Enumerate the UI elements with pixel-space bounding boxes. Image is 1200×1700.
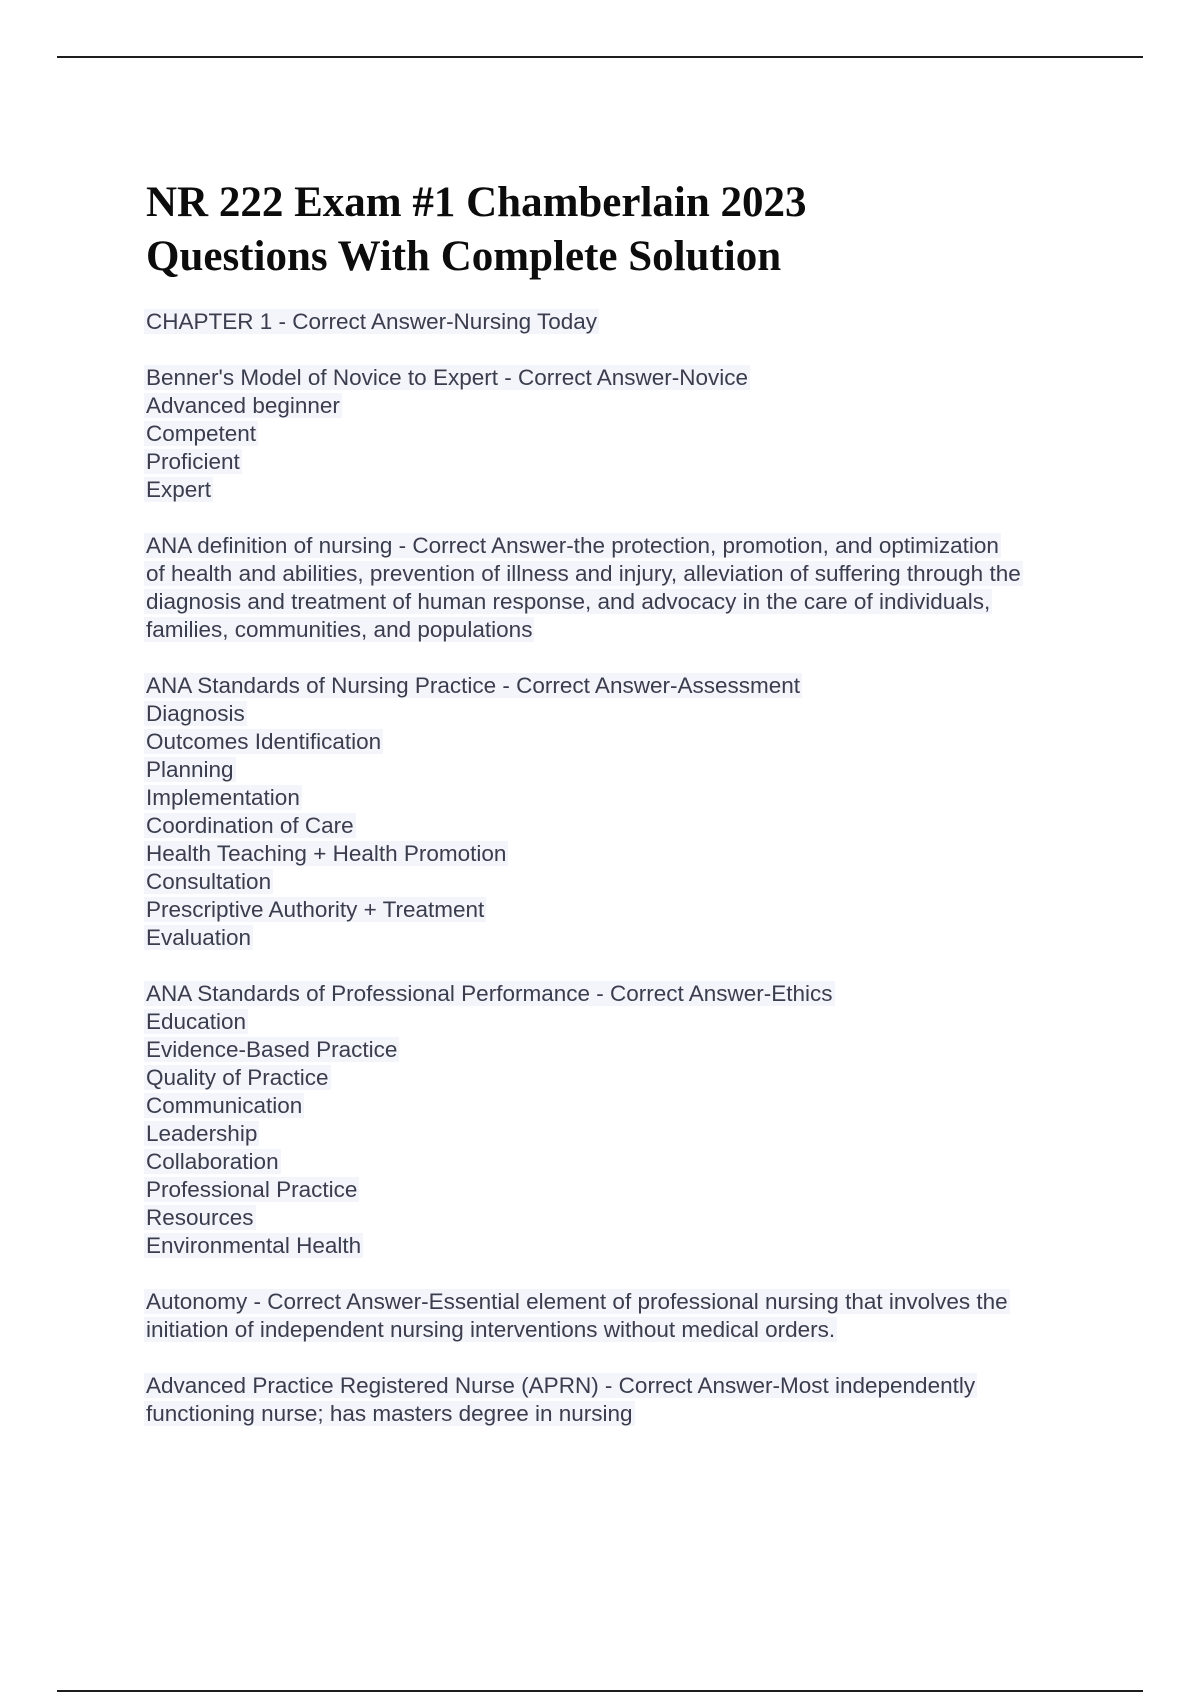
entry-answer-line (146, 868, 1106, 896)
top-rule (57, 56, 1143, 58)
entry-line-text: Benner's Model of Novice to Expert - Correct Answer-Novice (146, 365, 749, 390)
entry-line-text: Evaluation (146, 925, 252, 950)
entry-line-text: Competent (146, 421, 257, 446)
document-title (146, 176, 1106, 284)
entry-line-text: Advanced beginner (146, 393, 340, 418)
entry-line-text: ANA definition of nursing - Correct Answer-the protection, promotion, and optimization (146, 533, 999, 558)
entry-line-text: Proficient (146, 449, 240, 474)
entry-answer-line (146, 392, 1106, 420)
entry-answer-line (146, 924, 1106, 952)
document-body (146, 176, 1106, 1456)
qa-entry (146, 532, 1106, 644)
entry-answer-line (146, 1176, 1106, 1204)
entry-answer-line (146, 756, 1106, 784)
entry-answer-line (146, 784, 1106, 812)
entry-line-text: Leadership (146, 1121, 258, 1146)
title-line-1: NR 222 Exam #1 Chamberlain 2023 (146, 179, 807, 226)
qa-entry (146, 1372, 1106, 1428)
entry-answer-line (146, 812, 1106, 840)
entry-line-text: Professional Practice (146, 1177, 358, 1202)
entry-term-line (146, 672, 1106, 700)
qa-entry (146, 672, 1106, 952)
entry-answer-line (146, 1120, 1106, 1148)
entry-line-text: Environmental Health (146, 1233, 362, 1258)
entry-answer-line (146, 1400, 1106, 1428)
entry-term-line (146, 532, 1106, 560)
entry-line-text: Prescriptive Authority + Treatment (146, 897, 485, 922)
entry-answer-line (146, 1316, 1106, 1344)
entry-line-text: functioning nurse; has masters degree in nursing (146, 1401, 633, 1426)
entry-line-text: Resources (146, 1205, 254, 1230)
entry-term-line (146, 308, 1106, 336)
entry-line-text: Planning (146, 757, 234, 782)
entry-answer-line (146, 1148, 1106, 1176)
entry-line-text: Advanced Practice Registered Nurse (APRN) - Correct Answer-Most independently (146, 1373, 976, 1398)
entry-answer-line (146, 560, 1106, 588)
entry-line-text: families, communities, and populations (146, 617, 533, 642)
entry-line-text: ANA Standards of Professional Performance - Correct Answer-Ethics (146, 981, 833, 1006)
entry-term-line (146, 1372, 1106, 1400)
entry-line-text: Diagnosis (146, 701, 245, 726)
entry-answer-line (146, 896, 1106, 924)
entry-line-text: Implementation (146, 785, 300, 810)
entry-answer-line (146, 448, 1106, 476)
entry-term-line (146, 364, 1106, 392)
entry-line-text: Autonomy - Correct Answer-Essential element of professional nursing that involves the (146, 1289, 1008, 1314)
entry-answer-line (146, 700, 1106, 728)
entry-term-line (146, 1288, 1106, 1316)
entry-answer-line (146, 840, 1106, 868)
entry-answer-line (146, 476, 1106, 504)
entry-line-text: Quality of Practice (146, 1065, 329, 1090)
entry-line-text: diagnosis and treatment of human response, and advocacy in the care of individuals, (146, 589, 991, 614)
bottom-rule (57, 1690, 1143, 1692)
entry-term-line (146, 980, 1106, 1008)
entry-line-text: initiation of independent nursing interventions without medical orders. (146, 1317, 836, 1342)
qa-entry (146, 308, 1106, 336)
entry-line-text: of health and abilities, prevention of illness and injury, alleviation of suffering through the (146, 561, 1021, 586)
entry-line-text: Collaboration (146, 1149, 279, 1174)
qa-entry (146, 980, 1106, 1260)
entry-answer-line (146, 616, 1106, 644)
entry-answer-line (146, 1092, 1106, 1120)
entry-answer-line (146, 1204, 1106, 1232)
entry-answer-line (146, 588, 1106, 616)
entry-line-text: Expert (146, 477, 212, 502)
entry-line-text: Outcomes Identification (146, 729, 382, 754)
qa-entry (146, 364, 1106, 504)
entry-line-text: Education (146, 1009, 247, 1034)
qa-entries (146, 308, 1106, 1428)
entry-answer-line (146, 1064, 1106, 1092)
entry-line-text: Communication (146, 1093, 303, 1118)
entry-line-text: Consultation (146, 869, 272, 894)
entry-answer-line (146, 1008, 1106, 1036)
qa-entry (146, 1288, 1106, 1344)
entry-line-text: Coordination of Care (146, 813, 354, 838)
entry-line-text: Evidence-Based Practice (146, 1037, 398, 1062)
entry-line-text: CHAPTER 1 - Correct Answer-Nursing Today (146, 309, 597, 334)
entry-line-text: ANA Standards of Nursing Practice - Correct Answer-Assessment (146, 673, 800, 698)
entry-answer-line (146, 1036, 1106, 1064)
entry-answer-line (146, 728, 1106, 756)
entry-answer-line (146, 420, 1106, 448)
entry-line-text: Health Teaching + Health Promotion (146, 841, 507, 866)
title-line-2: Questions With Complete Solution (146, 233, 782, 280)
entry-answer-line (146, 1232, 1106, 1260)
